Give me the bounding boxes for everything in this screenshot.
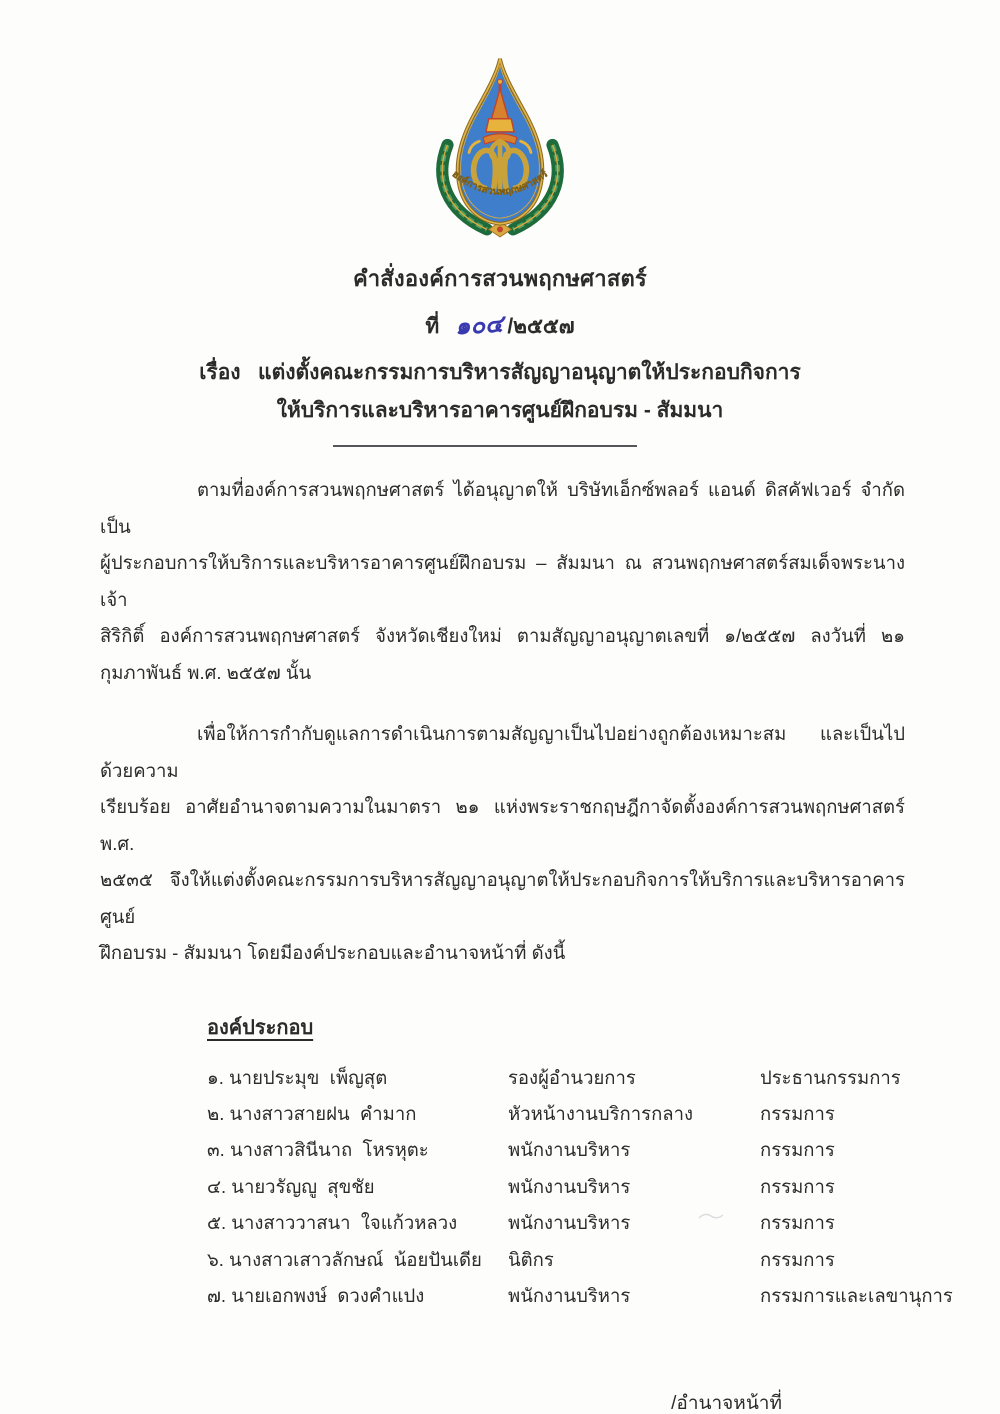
paragraph-2: [100, 716, 905, 972]
paragraph-line: สิริกิติ์ องค์การสวนพฤกษศาสตร์ จังหวัดเชียงใหม่ ตามสัญญาอนุญาตเลขที่ ๑/๒๕๕๗ ลงวันที่ ๒๑: [100, 625, 905, 646]
subject-block: [0, 354, 1000, 430]
paragraph-line: ผู้ประกอบการให้บริการและบริหารอาคารศูนย์ฝึกอบรม – สัมมนา ณ สวนพฤกษศาสตร์สมเด็จพระนางเจ้า: [100, 552, 905, 610]
member-position: นิติกร: [508, 1248, 554, 1270]
paragraph-line: เรียบร้อย อาศัยอำนาจตามความในมาตรา ๒๑ แห่งพระราชกฤษฎีกาจัดตั้งองค์การสวนพฤกษศาสตร์ พ.ศ.: [100, 796, 905, 854]
subject-line-2: ให้บริการและบริหารอาคารศูนย์ฝึกอบรม - สัมมนา: [276, 399, 724, 422]
member-name: ๕. นางสาววาสนา ใจแก้วหลวง: [207, 1212, 458, 1234]
committee-row: [207, 1278, 953, 1314]
member-name: ๑. นายประมุข เพ็ญสุต: [207, 1066, 388, 1088]
member-position: พนักงานบริหาร: [508, 1284, 631, 1306]
committee-row: [207, 1169, 905, 1205]
paragraph-line: กุมภาพันธ์ พ.ศ. ๒๕๕๗ นั้น: [100, 661, 312, 683]
committee-row: [207, 1242, 905, 1278]
org-emblem: [0, 0, 1000, 245]
member-name: ๔. นายวรัญญู สุขชัย: [207, 1175, 375, 1197]
paragraph-line: เพื่อให้การกำกับดูแลการดำเนินการตามสัญญาเป็นไปอย่างถูกต้องเหมาะสม และเป็นไปด้วยความ: [100, 723, 905, 781]
document-body: [100, 472, 953, 1414]
member-position: พนักงานบริหาร: [508, 1139, 631, 1161]
member-position: รองผู้อำนวยการ: [508, 1066, 636, 1088]
continuation-note: /อำนาจหน้าที่: [671, 1393, 782, 1414]
committee-row: [207, 1132, 905, 1168]
member-role: กรรมการและเลขานุการ: [760, 1284, 953, 1306]
member-role: กรรมการ: [760, 1102, 835, 1124]
member-position: พนักงานบริหาร: [508, 1175, 631, 1197]
member-role: กรรมการ: [760, 1139, 835, 1161]
member-name: ๖. นางสาวเสาวลักษณ์ น้อยปันเดีย: [207, 1248, 482, 1270]
document-title: คำสั่งองค์การสวนพฤกษศาสตร์: [353, 266, 647, 291]
member-role: กรรมการ: [760, 1212, 835, 1234]
section-heading: องค์ประกอบ: [207, 1016, 314, 1039]
handwritten-number: ๑๐๔: [454, 308, 505, 341]
number-year: /๒๕๕๗: [507, 315, 575, 338]
member-role: กรรมการ: [760, 1175, 835, 1197]
committee-list: [207, 1060, 953, 1315]
paragraph-line: ฝึกอบรม - สัมมนา โดยมีองค์ประกอบและอำนาจหน้าที่ ดังนี้: [100, 942, 566, 963]
member-position: หัวหน้างานบริการกลาง: [508, 1102, 694, 1124]
subject-line-1: เรื่อง แต่งตั้งคณะกรรมการบริหารสัญญาอนุญาตให้ประกอบกิจการ: [199, 361, 801, 384]
divider-line: [333, 445, 637, 447]
member-role: ประธานกรรมการ: [760, 1066, 901, 1088]
member-position: พนักงานบริหาร: [508, 1212, 631, 1234]
pencil-smudge: [697, 1208, 737, 1224]
emblem-curved-text: องค์การสวนพฤกษศาสตร์: [449, 168, 551, 198]
member-name: ๗. นายเอกพงษ์ ดวงคำแปง: [207, 1284, 425, 1306]
paragraph-line: ๒๕๓๕ จึงให้แต่งตั้งคณะกรรมการบริหารสัญญาอนุญาตให้ประกอบกิจการให้บริการและบริหารอาคารศูนย์: [100, 869, 905, 927]
committee-row: [207, 1060, 905, 1096]
committee-row: [207, 1205, 905, 1241]
member-name: ๒. นางสาวสายฝน คำมาก: [207, 1102, 417, 1124]
paragraph-1: [100, 472, 905, 691]
committee-row: [207, 1096, 905, 1132]
document-number-line: [0, 305, 1000, 344]
paragraph-line: ตามที่องค์การสวนพฤกษศาสตร์ ได้อนุญาตให้ บริษัทเอ็กซ์พลอร์ แอนด์ ดิสคัฟเวอร์ จำกัด เป็น: [100, 479, 905, 537]
member-name: ๓. นางสาวสินีนาถ โหรหุตะ: [207, 1139, 429, 1161]
emblem-graphic: [425, 50, 575, 240]
member-role: กรรมการ: [760, 1248, 835, 1270]
number-prefix: ที่: [425, 315, 440, 338]
